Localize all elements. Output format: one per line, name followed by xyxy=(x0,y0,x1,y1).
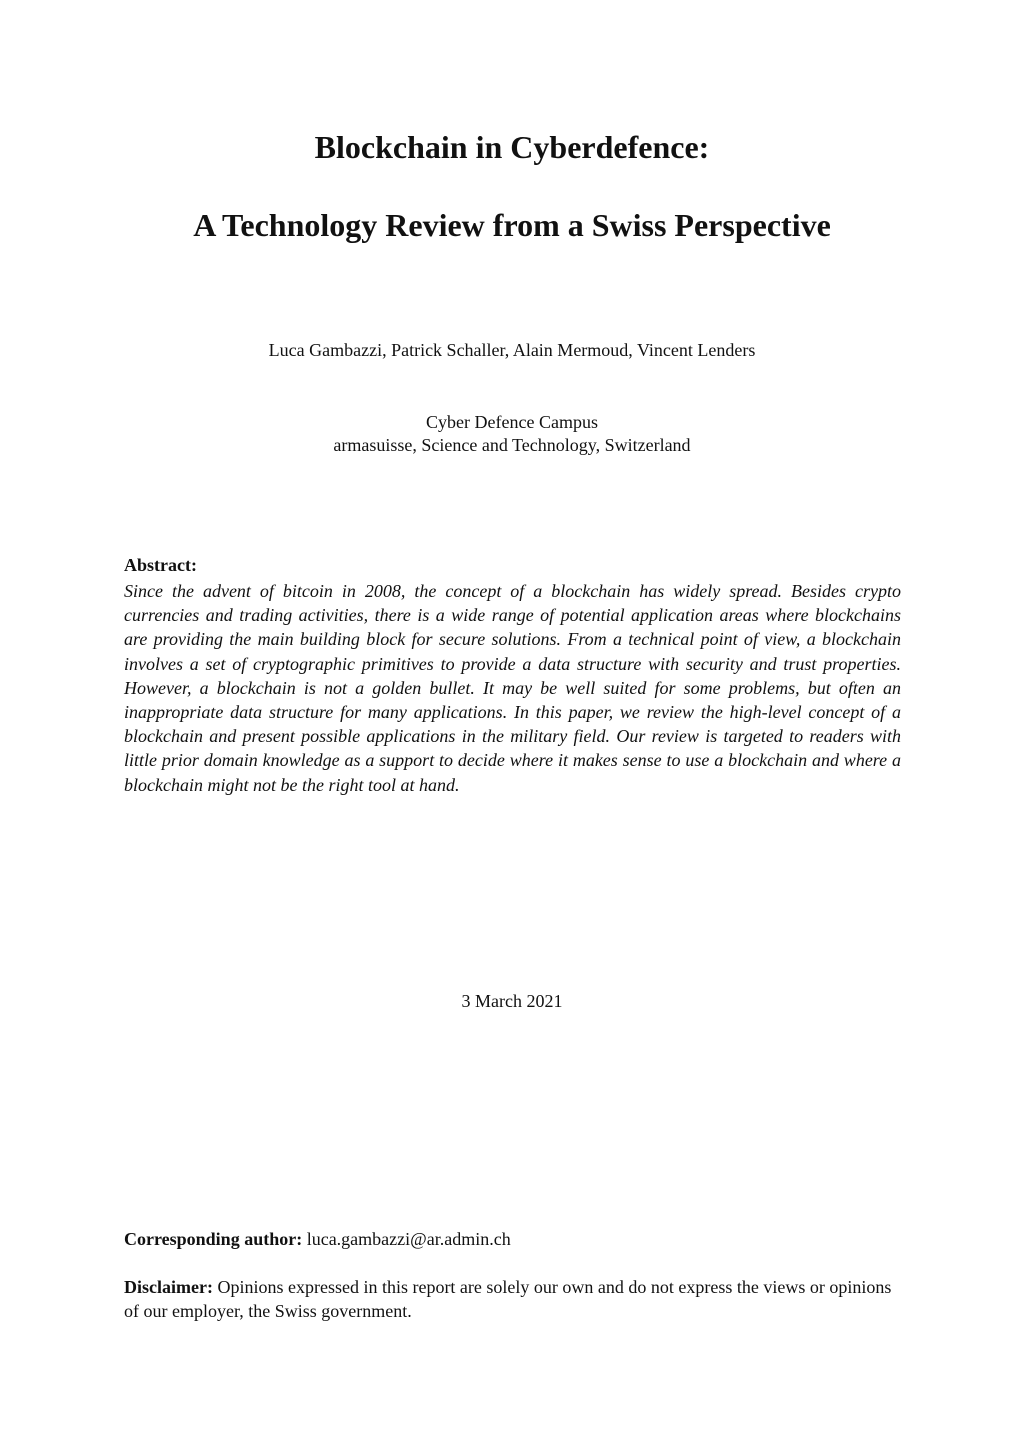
affiliation-line-1: Cyber Defence Campus xyxy=(426,412,598,432)
publication-date: 3 March 2021 xyxy=(461,991,563,1011)
paper-title-line-1: Blockchain in Cyberdefence: xyxy=(314,129,710,165)
corresponding-author-label: Corresponding author: xyxy=(124,1229,303,1249)
abstract-heading: Abstract: xyxy=(124,555,197,575)
paper-title-line-2: A Technology Review from a Swiss Perspective xyxy=(193,207,831,243)
abstract-text: Since the advent of bitcoin in 2008, the concept of a blockchain has widely spread. Besides crypto currencies and trading activities, there is a wide range of potential application areas where blockchains are providing the main building block for secure solutions. From a technical point of view, a blockchain involves a set of cryptographic primitives to provide a data structure with security and trust properties. However, a blockchain is not a golden bullet. It may be well suited for some problems, but often an inappropriate data structure for many applications. In this paper, we review the high-level concept of a blockchain and present possible applications in the military field. Our review is targeted to readers with little prior domain knowledge as a support to decide where it makes sense to use a blockchain and where a blockchain might not be the right tool at hand. xyxy=(124,581,901,795)
affiliation-line-2: armasuisse, Science and Technology, Switzerland xyxy=(333,435,691,455)
disclaimer-label: Disclaimer: xyxy=(124,1277,213,1297)
corresponding-author-email: luca.gambazzi@ar.admin.ch xyxy=(306,1229,511,1249)
disclaimer-text: Opinions expressed in this report are solely our own and do not express the views or opinions of our employer, the Swiss government. xyxy=(124,1277,892,1321)
disclaimer xyxy=(124,1275,901,1323)
corresponding-author xyxy=(124,1227,901,1251)
author-list: Luca Gambazzi, Patrick Schaller, Alain Mermoud, Vincent Lenders xyxy=(268,340,756,360)
